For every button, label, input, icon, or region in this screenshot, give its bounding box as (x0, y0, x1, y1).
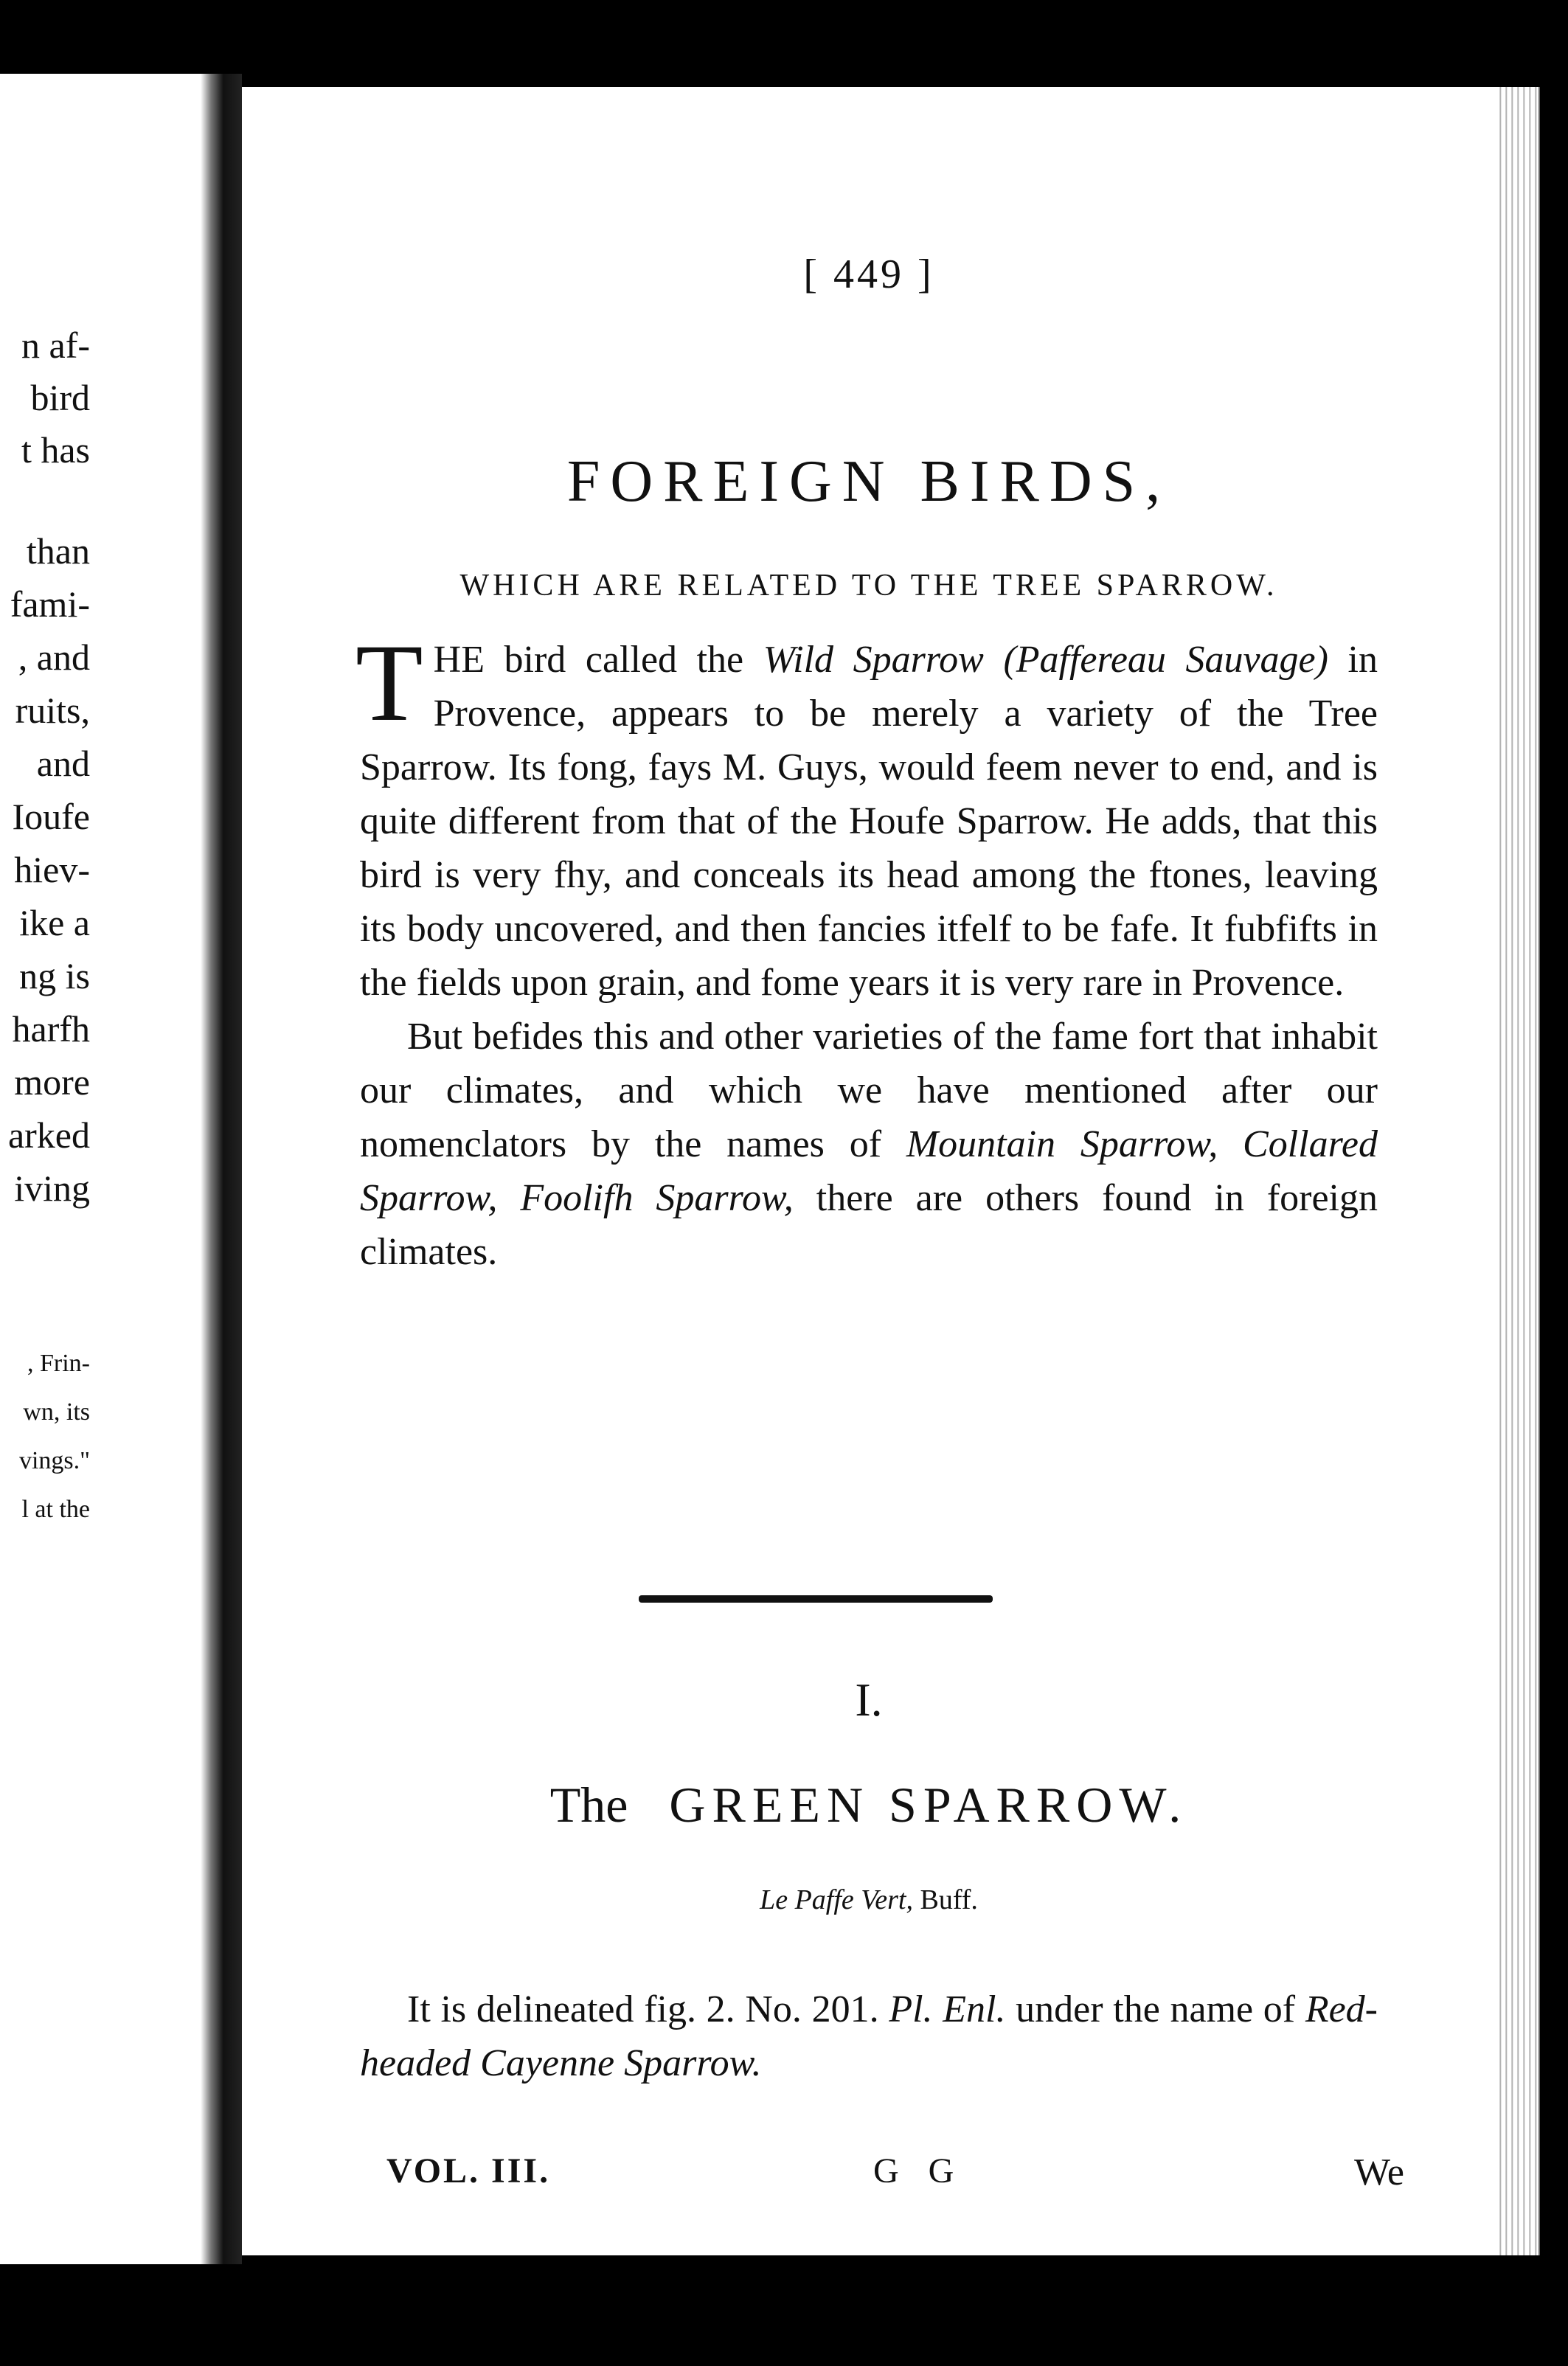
paragraph (360, 1982, 1378, 2090)
left-page-footnote-line: vings." (18, 1447, 90, 1474)
left-page-footnote-line: wn, its (23, 1398, 90, 1426)
left-page-line: , and (18, 636, 90, 678)
italic-term: Mountain Sparrow, Collared Sparrow, Foolifh Sparrow, (360, 1123, 1378, 1219)
page-subtitle: WHICH ARE RELATED TO THE TREE SPARROW. (459, 569, 1278, 603)
page-footer (386, 2151, 1404, 2198)
page-number: [ 449 ] (803, 251, 934, 297)
left-page-line: harfh (12, 1008, 90, 1050)
page-title: FOREIGN BIRDS, (566, 449, 1171, 514)
previous-page-fragment (0, 74, 201, 2264)
section-divider-rule (639, 1595, 993, 1603)
left-page-line: ng is (19, 955, 90, 996)
left-page-line: arked (7, 1114, 90, 1156)
paragraph (360, 1010, 1378, 1279)
french-name: Le Paffe Vert, (760, 1884, 913, 1915)
left-page-line: iving (14, 1168, 90, 1209)
page-edges (1496, 87, 1540, 2255)
section-numeral: I. (855, 1673, 883, 1726)
section-title (242, 1776, 1496, 1834)
paragraph-lead-in: HE bird called the (433, 639, 763, 681)
drop-cap: T (355, 622, 423, 744)
section-title-article: The (549, 1777, 628, 1833)
paragraph-text: It is delineated fig. 2. No. 201. (407, 1988, 889, 2030)
paragraph (355, 622, 1378, 1010)
left-page-line: than (26, 530, 90, 572)
left-page-footnote-line: l at the (21, 1496, 90, 1523)
italic-term: Wild Sparrow (Paffereau Sauvage) (763, 639, 1328, 681)
paragraph-text: there are others found in foreign climates. (360, 1177, 1378, 1273)
signature-volume: VOL. III. (386, 2151, 551, 2190)
left-page-line: Ioufe (12, 796, 90, 837)
left-page-footnote-line: , Frin- (27, 1350, 90, 1377)
book-page (242, 87, 1496, 2255)
paragraph-text: But befides this and other varieties of the fame fort that inhabit our climates, and which we have mentioned after our nomenclators by the names of (360, 1016, 1378, 1165)
left-page-line: n af- (21, 325, 90, 366)
section-french-name (242, 1884, 1496, 1916)
signature-mark: G G (873, 2151, 965, 2190)
left-page-line: ruits, (15, 690, 90, 731)
catchword: We (1354, 2151, 1404, 2193)
body-text (360, 1982, 1378, 2090)
italic-term: Pl. Enl. (889, 1988, 1006, 2030)
left-page-line: t has (21, 429, 90, 471)
book-gutter (201, 74, 242, 2264)
left-page-line: hiev- (14, 849, 90, 890)
section-title-name: GREEN SPARROW. (669, 1777, 1188, 1833)
left-page-line: more (14, 1061, 90, 1103)
paragraph-text: in Provence, appears to be merely a variety of the Tree Sparrow. Its fong, fays M. Guys, would feem never to end, and is quite different from that of the Houfe Sparrow. He adds, that this bird is very fhy, and conceals its head among the ftones, leaving its body uncovered, and then fancies itfelf to be fafe. It fubfifts in the fields upon grain, and fome years it is very rare in Provence. (360, 639, 1378, 1004)
left-page-line: bird (30, 377, 90, 418)
authority: Buff. (920, 1884, 978, 1915)
left-page-line: fami- (10, 583, 90, 625)
italic-term: Red-headed Cayenne Sparrow. (360, 1988, 1378, 2084)
left-page-line: ike a (19, 902, 90, 943)
paragraph-text: under the name of (1005, 1988, 1305, 2030)
left-page-line: and (36, 743, 90, 784)
body-text (355, 622, 1378, 1279)
